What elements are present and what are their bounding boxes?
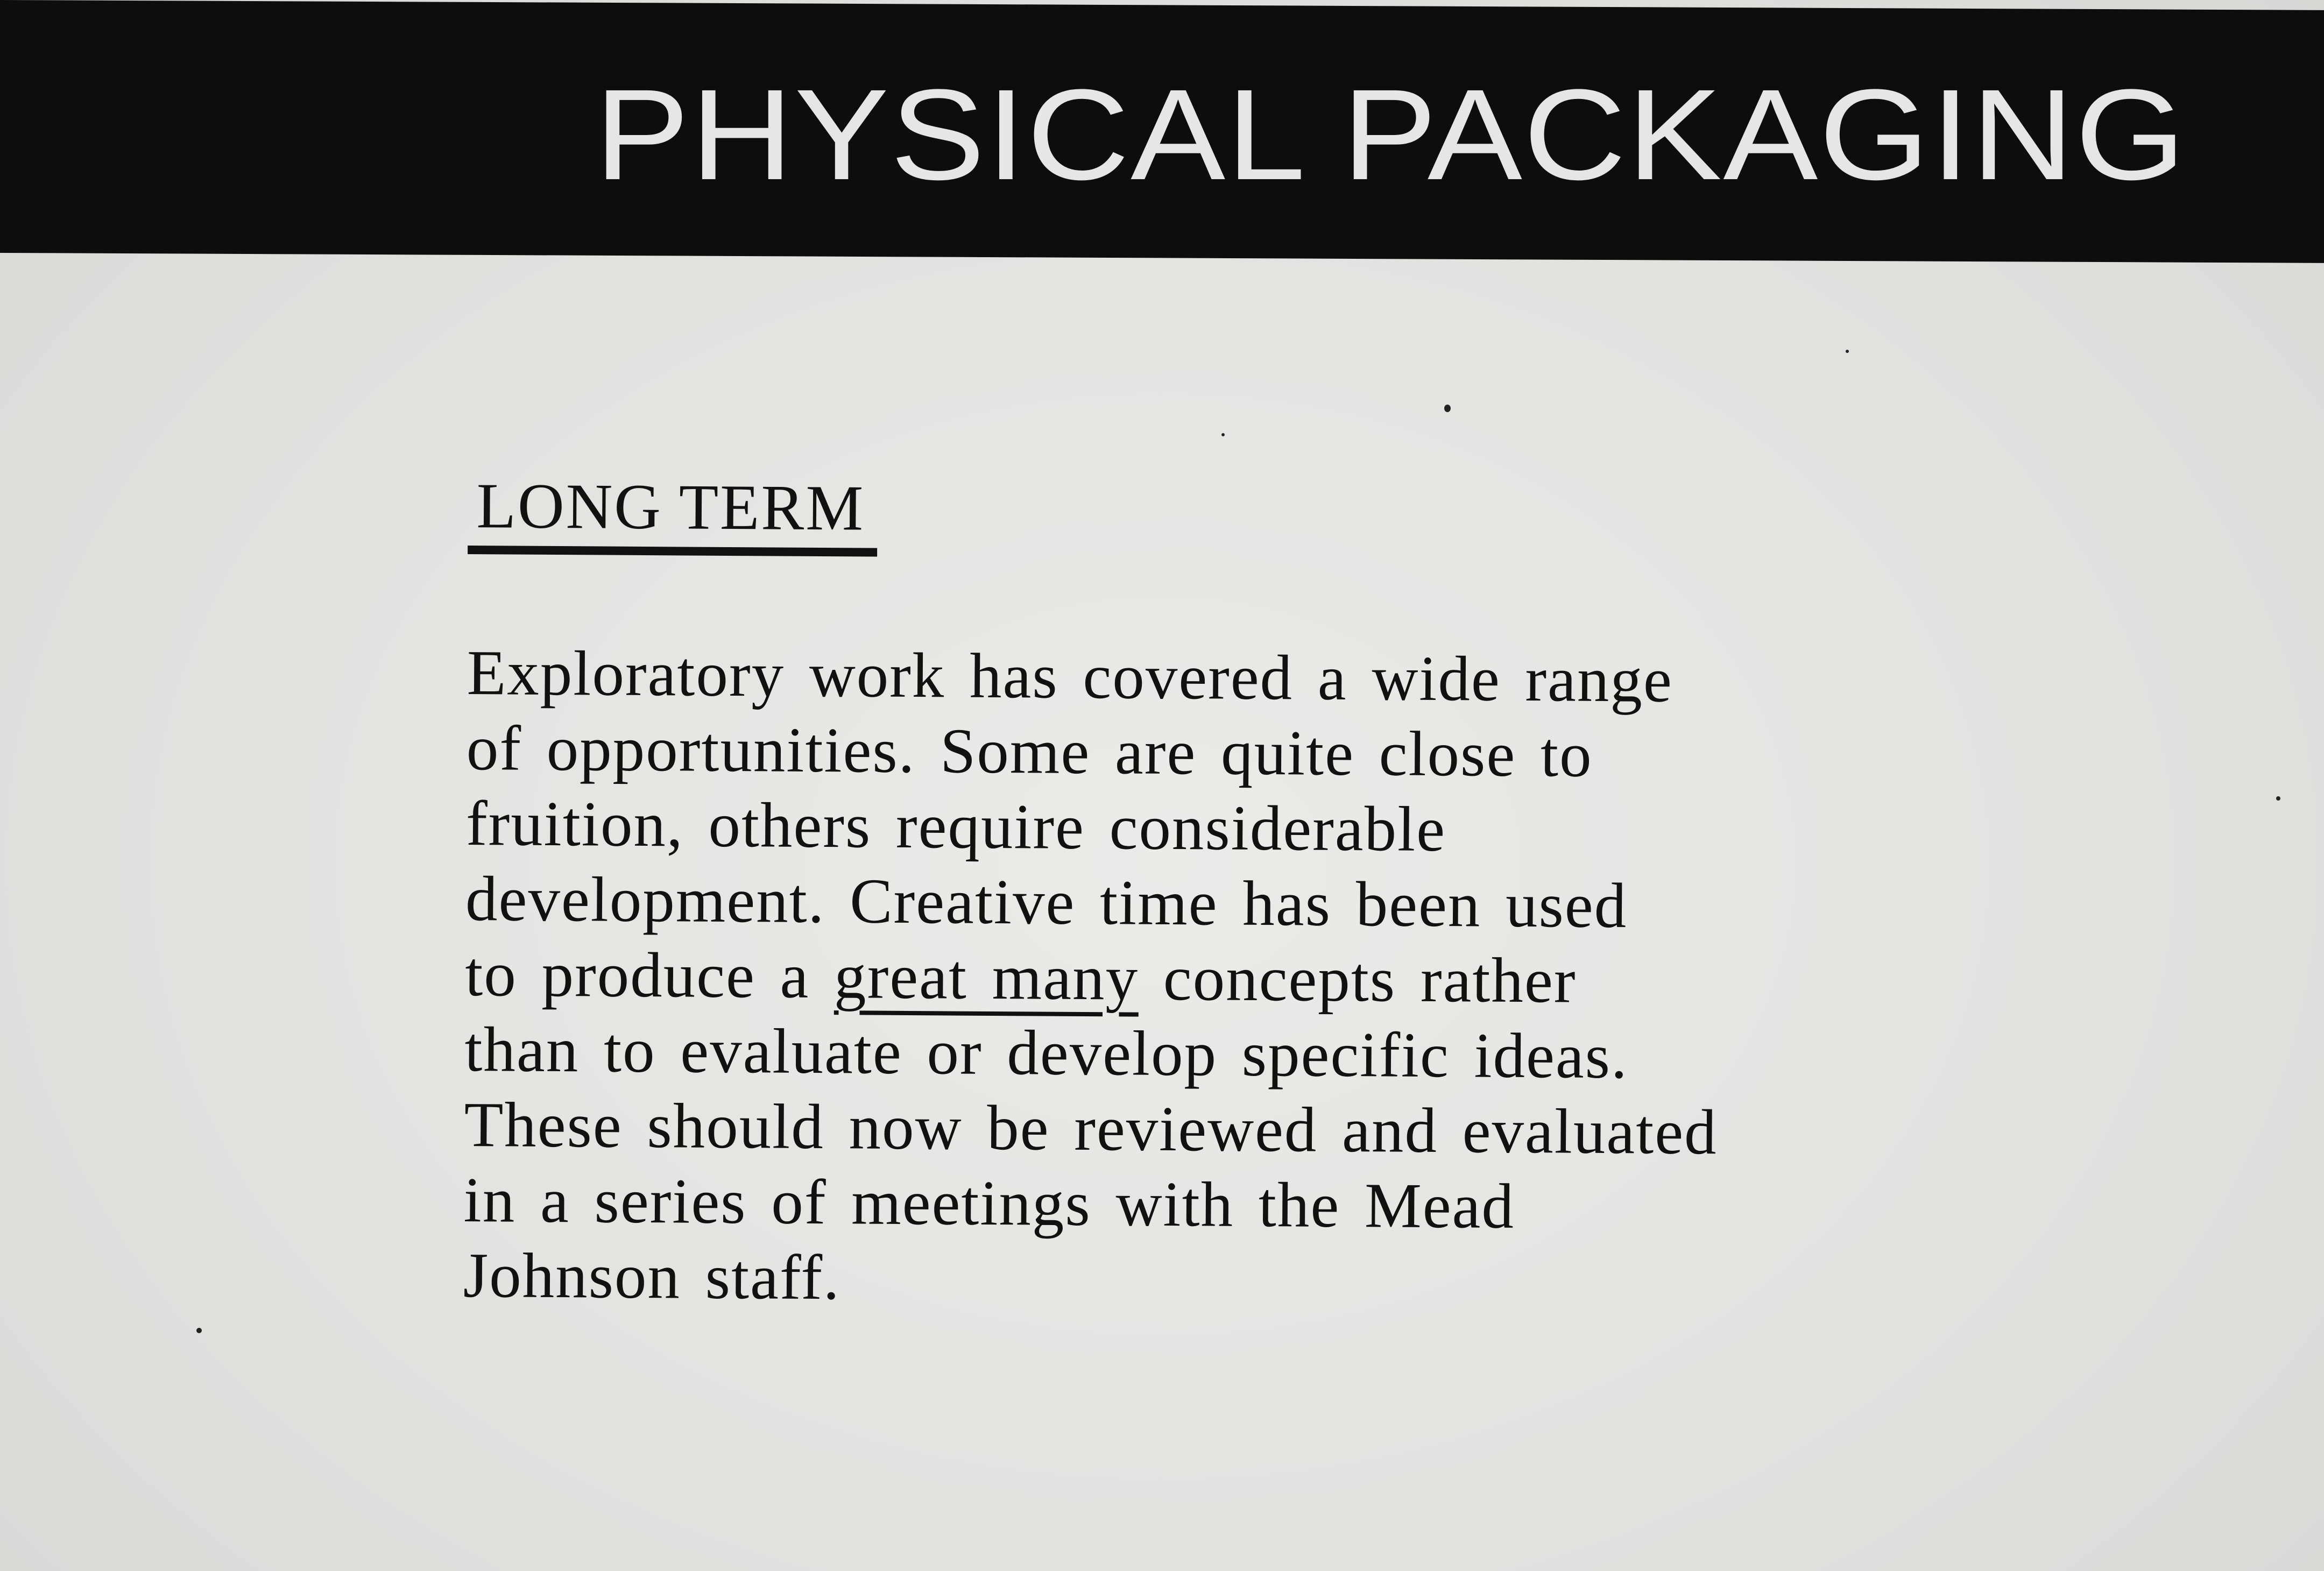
dust-speck bbox=[1221, 433, 1225, 436]
body-line: development. Creative time has been used bbox=[465, 862, 1628, 942]
body-line: than to evaluate or develop specific ideas. bbox=[464, 1013, 1629, 1092]
dust-speck bbox=[1444, 405, 1451, 412]
body-text-segment: to produce a bbox=[464, 938, 810, 1011]
body-line bbox=[465, 936, 1972, 1021]
body-line: in a series of meetings with the Mead bbox=[463, 1164, 1515, 1242]
section-heading: LONG TERM bbox=[468, 473, 878, 557]
body-line: Johnson staff. bbox=[463, 1239, 841, 1313]
dust-speck bbox=[1846, 350, 1849, 353]
dust-speck bbox=[196, 1328, 202, 1333]
dust-speck bbox=[2276, 796, 2280, 801]
emphasized-phrase: great many bbox=[833, 940, 1139, 1014]
body-line: Exploratory work has covered a wide range bbox=[467, 636, 1673, 716]
body-line: These should now be reviewed and evaluated bbox=[464, 1088, 1718, 1168]
body-line: of opportunities. Some are quite close to bbox=[466, 712, 1593, 790]
body-line: fruition, others require considerable bbox=[465, 787, 1446, 865]
body-text-segment: concepts rather bbox=[1138, 942, 1577, 1016]
content-block bbox=[463, 470, 1974, 1322]
slide-title: PHYSICAL PACKAGING bbox=[595, 62, 2187, 207]
body-paragraph bbox=[463, 635, 1974, 1322]
